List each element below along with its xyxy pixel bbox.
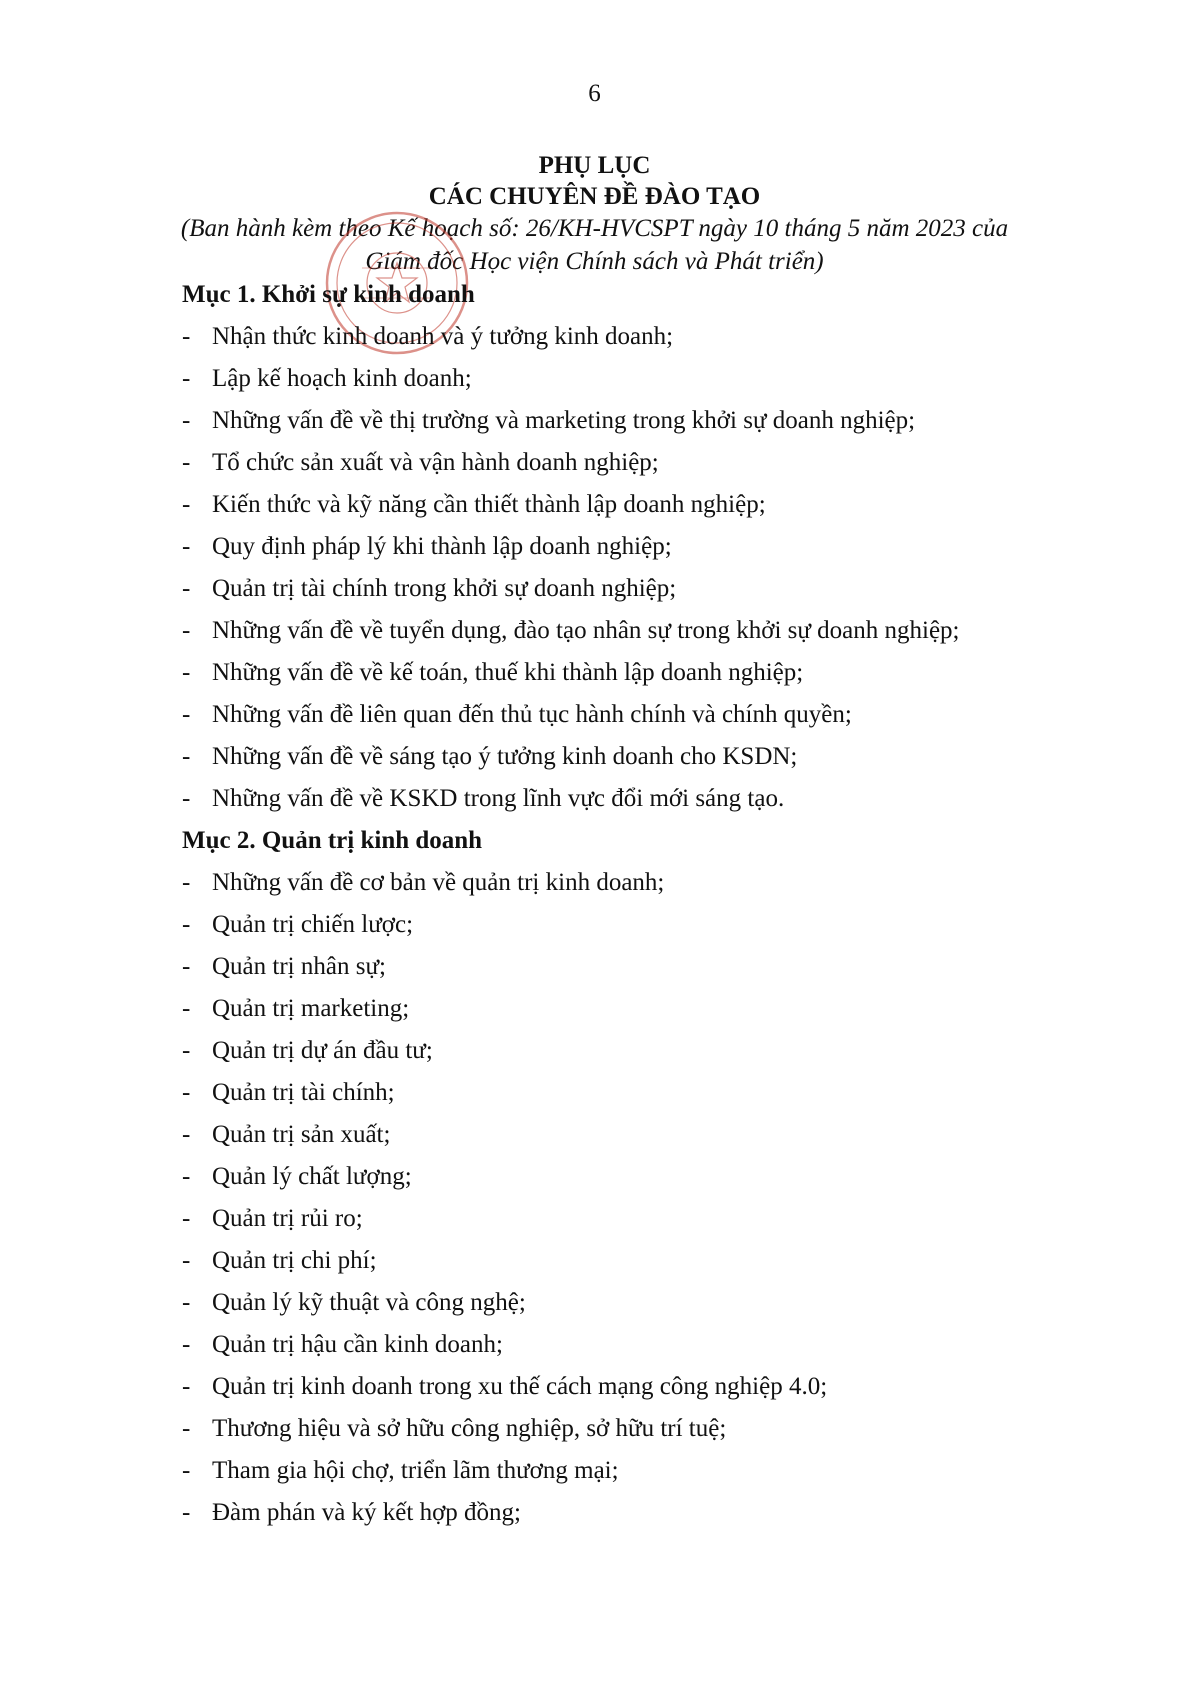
list-item-text: Thương hiệu và sở hữu công nghiệp, sở hữu trí tuệ; (212, 1415, 727, 1442)
list-item-text: Quản trị nhân sự; (212, 953, 386, 980)
list-item (182, 1240, 1102, 1282)
section-heading: Mục 1. Khởi sự kinh doanh (182, 281, 475, 308)
bullet-dash: - (182, 869, 191, 896)
list-item-text: Những vấn đề liên quan đến thủ tục hành chính và chính quyền; (212, 701, 852, 728)
list-item-text: Quản trị kinh doanh trong xu thế cách mạng công nghiệp 4.0; (212, 1373, 828, 1400)
bullet-dash: - (182, 743, 191, 770)
bullet-dash: - (182, 1163, 191, 1190)
bullet-dash: - (182, 1289, 191, 1316)
bullet-dash: - (182, 1499, 191, 1526)
list-item (182, 904, 1102, 946)
list-item-text: Quản trị marketing; (212, 995, 410, 1022)
list-item (182, 946, 1102, 988)
bullet-dash: - (182, 995, 191, 1022)
bullet-dash: - (182, 785, 191, 812)
bullet-dash: - (182, 1457, 191, 1484)
list-item (182, 1282, 1102, 1324)
page-number: 6 (588, 80, 601, 107)
document-title: CÁC CHUYÊN ĐỀ ĐÀO TẠO (428, 183, 761, 210)
bullet-dash: - (182, 659, 191, 686)
list-item (182, 568, 1102, 610)
subtitle-line-2: Giám đốc Học viện Chính sách và Phát triển) (365, 248, 824, 275)
content (182, 274, 1102, 1534)
list-item-text: Tổ chức sản xuất và vận hành doanh nghiệp; (212, 449, 659, 476)
list-item-text: Những vấn đề về sáng tạo ý tưởng kinh doanh cho KSDN; (212, 743, 798, 770)
list-item (182, 610, 1102, 652)
bullet-dash: - (182, 533, 191, 560)
section-1 (182, 274, 1102, 820)
list-item-text: Đàm phán và ký kết hợp đồng; (212, 1499, 521, 1526)
list-item (182, 862, 1102, 904)
list-item-text: Quản trị tài chính trong khởi sự doanh nghiệp; (212, 575, 677, 602)
list-item (182, 1324, 1102, 1366)
bullet-dash: - (182, 491, 191, 518)
list-item (182, 442, 1102, 484)
list-item-text: Quản trị dự án đầu tư; (212, 1037, 433, 1064)
bullet-dash: - (182, 1121, 191, 1148)
list-item-text: Quản trị rủi ro; (212, 1205, 363, 1232)
list-item-text: Quản trị chi phí; (212, 1247, 377, 1274)
section-1-list (182, 316, 1102, 820)
list-item (182, 1156, 1102, 1198)
list-item (182, 1072, 1102, 1114)
list-item (182, 988, 1102, 1030)
bullet-dash: - (182, 323, 191, 350)
list-item-text: Những vấn đề về KSKD trong lĩnh vực đổi mới sáng tạo. (212, 785, 785, 812)
list-item (182, 358, 1102, 400)
list-item-text: Những vấn đề cơ bản về quản trị kinh doanh; (212, 869, 665, 896)
subtitle-line-1: (Ban hành kèm theo Kế hoạch số: 26/KH-HVCSPT ngày 10 tháng 5 năm 2023 của (180, 215, 1009, 242)
list-item-text: Nhận thức kinh doanh và ý tưởng kinh doanh; (212, 323, 674, 350)
list-item (182, 694, 1102, 736)
bullet-dash: - (182, 1037, 191, 1064)
list-item-text: Quy định pháp lý khi thành lập doanh nghiệp; (212, 533, 672, 560)
list-item-text: Kiến thức và kỹ năng cần thiết thành lập doanh nghiệp; (212, 491, 766, 518)
list-item-text: Quản lý chất lượng; (212, 1163, 412, 1190)
list-item-text: Quản trị chiến lược; (212, 911, 414, 938)
bullet-dash: - (182, 911, 191, 938)
list-item-text: Quản trị hậu cần kinh doanh; (212, 1331, 503, 1358)
list-item-text: Quản trị sản xuất; (212, 1121, 391, 1148)
title-block (0, 150, 1189, 278)
bullet-dash: - (182, 1205, 191, 1232)
list-item (182, 736, 1102, 778)
bullet-dash: - (182, 701, 191, 728)
list-item (182, 316, 1102, 358)
list-item (182, 652, 1102, 694)
list-item (182, 1030, 1102, 1072)
list-item (182, 1366, 1102, 1408)
list-item-text: Lập kế hoạch kinh doanh; (212, 365, 472, 392)
bullet-dash: - (182, 617, 191, 644)
appendix-title: PHỤ LỤC (538, 152, 651, 179)
bullet-dash: - (182, 365, 191, 392)
section-heading: Mục 2. Quản trị kinh doanh (182, 827, 483, 854)
section-2-list (182, 862, 1102, 1534)
list-item (182, 778, 1102, 820)
list-item (182, 526, 1102, 568)
list-item-text: Tham gia hội chợ, triển lãm thương mại; (212, 1457, 619, 1484)
list-item-text: Quản trị tài chính; (212, 1079, 395, 1106)
bullet-dash: - (182, 1079, 191, 1106)
bullet-dash: - (182, 953, 191, 980)
list-item-text: Những vấn đề về tuyển dụng, đào tạo nhân sự trong khởi sự doanh nghiệp; (212, 617, 960, 644)
list-item (182, 484, 1102, 526)
list-item (182, 1450, 1102, 1492)
list-item (182, 400, 1102, 442)
bullet-dash: - (182, 449, 191, 476)
bullet-dash: - (182, 1331, 191, 1358)
list-item (182, 1408, 1102, 1450)
list-item-text: Quản lý kỹ thuật và công nghệ; (212, 1289, 526, 1316)
list-item (182, 1198, 1102, 1240)
bullet-dash: - (182, 575, 191, 602)
list-item (182, 1492, 1102, 1534)
section-2 (182, 820, 1102, 1534)
bullet-dash: - (182, 1373, 191, 1400)
list-item-text: Những vấn đề về kế toán, thuế khi thành lập doanh nghiệp; (212, 659, 804, 686)
bullet-dash: - (182, 1415, 191, 1442)
bullet-dash: - (182, 1247, 191, 1274)
list-item-text: Những vấn đề về thị trường và marketing trong khởi sự doanh nghiệp; (212, 407, 916, 434)
bullet-dash: - (182, 407, 191, 434)
list-item (182, 1114, 1102, 1156)
